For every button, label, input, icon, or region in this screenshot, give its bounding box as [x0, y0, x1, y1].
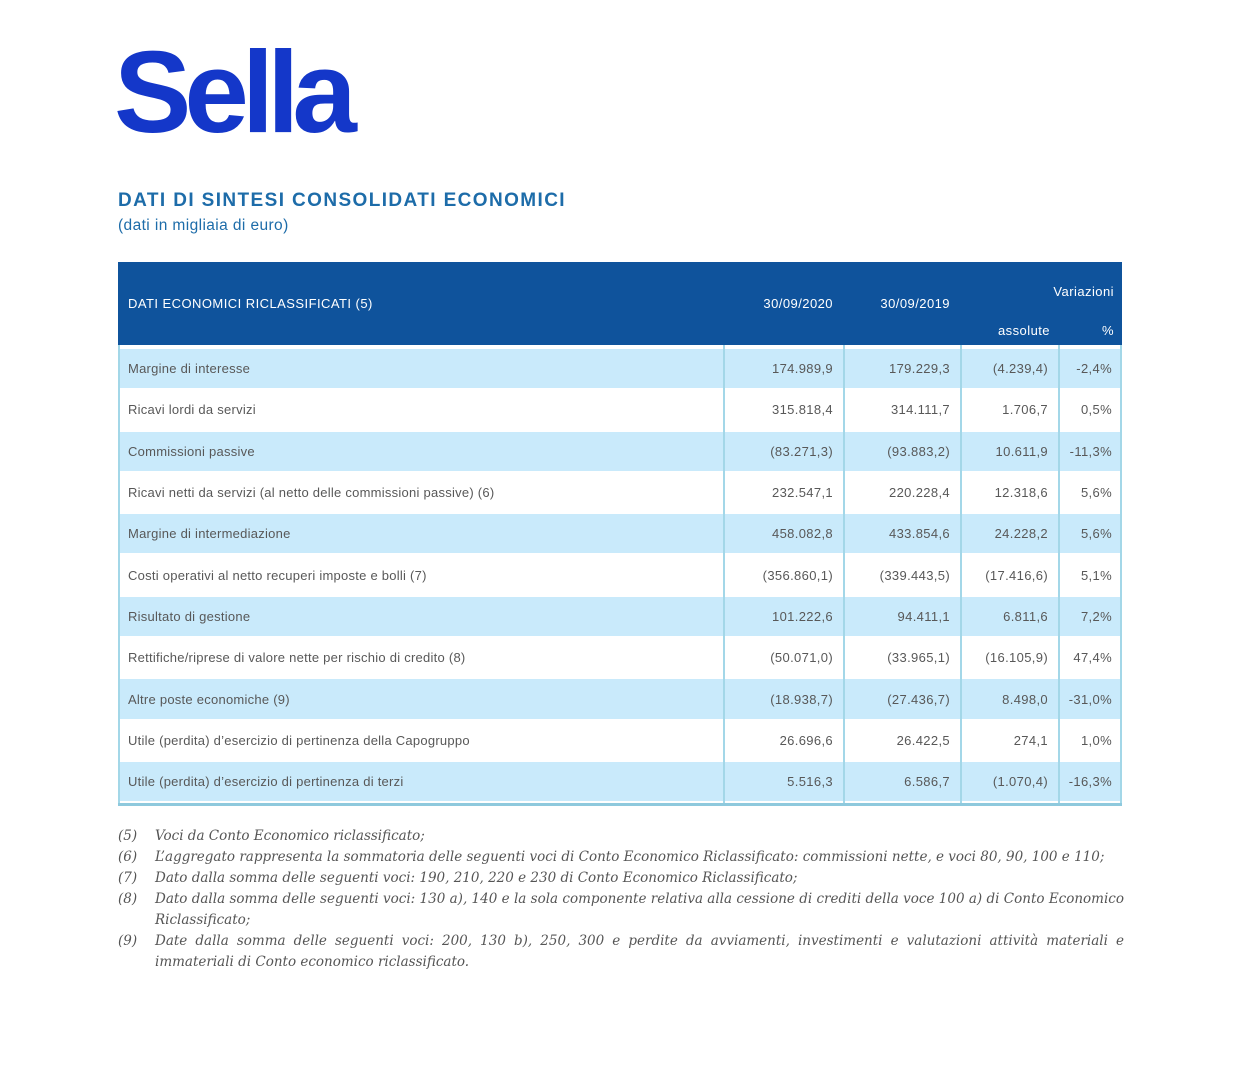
value-percent: 7,2%: [1080, 608, 1112, 624]
column-separator: [843, 345, 845, 803]
table-row: [118, 762, 1122, 803]
value-2020: 315.818,4: [772, 402, 833, 418]
value-2020: (18.938,7): [770, 691, 833, 707]
value-percent: -11,3%: [1069, 443, 1112, 459]
value-2019: (339.443,5): [879, 567, 950, 583]
footnote-item: [118, 826, 1124, 847]
footnote-text: Dato dalla somma delle seguenti voci: 190, 210, 220 e 230 di Conto Economico Riclassificato;: [155, 869, 798, 886]
column-separator: [960, 345, 962, 803]
value-2020: (83.271,3): [770, 443, 833, 459]
row-label: Rettifiche/riprese di valore nette per rischio di credito (8): [128, 650, 466, 666]
table-row: [118, 721, 1122, 762]
footnote-marker: (8): [118, 890, 138, 907]
row-label: Altre poste economiche (9): [128, 691, 290, 707]
column-header-variazioni: Variazioni: [1053, 284, 1114, 299]
table-header: [118, 262, 1122, 345]
value-percent: 5,6%: [1080, 485, 1112, 501]
value-2020: 5.516,3: [787, 774, 833, 790]
table-body: [118, 345, 1122, 806]
footnote-text: Voci da Conto Economico riclassificato;: [155, 828, 425, 844]
row-label: Costi operativi al netto recuperi imposte e bolli (7): [128, 567, 427, 583]
table-row: [118, 679, 1122, 720]
column-separator: [118, 345, 120, 803]
value-2020: 458.082,8: [772, 526, 833, 542]
column-separator: [1058, 345, 1060, 803]
column-separator: [723, 345, 725, 803]
value-2019: (93.883,2): [887, 443, 950, 459]
value-2020: (356.860,1): [762, 567, 833, 583]
column-header-2020: 30/09/2020: [763, 296, 833, 311]
value-assolute: 12.318,6: [994, 485, 1048, 501]
footnote-text: L’aggregato rappresenta la sommatoria delle seguenti voci di Conto Economico Riclassificato: commissioni nette, e voci 80, 90, 100 e 110;: [155, 848, 1105, 865]
value-2019: 314.111,7: [890, 402, 950, 418]
value-2019: 433.854,6: [889, 526, 950, 542]
value-2020: 26.696,6: [779, 732, 833, 748]
value-2019: (27.436,7): [887, 691, 950, 707]
value-2019: (33.965,1): [887, 650, 950, 666]
footnote-marker: (6): [118, 848, 138, 865]
table-row: [118, 432, 1122, 473]
footnote-item: [118, 868, 1124, 889]
table-row: [118, 597, 1122, 638]
footnote-marker: (9): [118, 932, 138, 949]
value-2019: 94.411,1: [897, 608, 950, 624]
value-assolute: (4.239,4): [992, 361, 1048, 377]
value-assolute: 24.228,2: [994, 526, 1048, 542]
column-header-assolute: assolute: [997, 323, 1050, 338]
row-label: Margine di intermediazione: [128, 526, 291, 542]
row-label: Utile (perdita) d’esercizio di pertinenza di terzi: [128, 774, 404, 790]
value-2019: 6.586,7: [904, 774, 950, 790]
value-assolute: (16.105,9): [985, 650, 1048, 666]
value-2019: 26.422,5: [896, 732, 950, 748]
row-label: Utile (perdita) d’esercizio di pertinenza della Capogruppo: [128, 732, 470, 748]
value-percent: -16,3%: [1068, 774, 1112, 790]
value-2020: 101.222,6: [772, 608, 833, 624]
row-label: Ricavi lordi da servizi: [128, 402, 256, 418]
page-title: DATI DI SINTESI CONSOLIDATI ECONOMICI: [118, 190, 566, 211]
column-separator: [1120, 345, 1122, 803]
row-label: Ricavi netti da servizi (al netto delle commissioni passive) (6): [128, 485, 495, 501]
value-percent: 47,4%: [1073, 650, 1112, 666]
value-percent: -31,0%: [1068, 691, 1112, 707]
value-2020: (50.071,0): [770, 650, 833, 666]
economic-data-table: [118, 262, 1122, 806]
column-header-label: DATI ECONOMICI RICLASSIFICATI (5): [128, 296, 373, 311]
footnote-item: [118, 847, 1124, 868]
table-row: [118, 514, 1122, 555]
value-2020: 232.547,1: [772, 485, 833, 501]
value-percent: -2,4%: [1076, 361, 1112, 377]
value-percent: 0,5%: [1080, 402, 1112, 418]
row-label: Risultato di gestione: [128, 608, 251, 624]
value-assolute: (1.070,4): [992, 774, 1048, 790]
column-header-percent: %: [1101, 323, 1114, 338]
footnote-text: Dato dalla somma delle seguenti voci: 130 a), 140 e la sola componente relativa alla cessione di crediti della voce 100 a) di Conto Economico Riclassificato;: [155, 890, 1124, 928]
table-row: [118, 555, 1122, 596]
value-assolute: 1.706,7: [1002, 402, 1048, 418]
row-label: Margine di interesse: [128, 361, 251, 377]
footnote-item: [118, 931, 1124, 973]
sella-logo: Sella: [114, 27, 350, 157]
value-percent: 5,6%: [1080, 526, 1112, 542]
footnote-item: [118, 889, 1124, 931]
row-label: Commissioni passive: [128, 443, 255, 459]
table-row: [118, 473, 1122, 514]
value-2019: 220.228,4: [889, 485, 950, 501]
value-assolute: 6.811,6: [1003, 608, 1048, 624]
value-2019: 179.229,3: [889, 361, 950, 377]
value-assolute: 10.611,9: [995, 443, 1048, 459]
footnote-marker: (5): [118, 828, 138, 844]
footnote-text: Date dalla somma delle seguenti voci: 200, 130 b), 250, 300 e perdite da avviamenti, investimenti e valutazioni attività materiali e immateriali di Conto economico riclassificato.: [155, 932, 1124, 970]
value-assolute: (17.416,6): [985, 567, 1048, 583]
page-subtitle: (dati in migliaia di euro): [118, 217, 289, 234]
column-header-2019: 30/09/2019: [880, 296, 950, 311]
footnote-marker: (7): [118, 869, 138, 886]
value-assolute: 274,1: [1013, 732, 1048, 748]
table-row: [118, 390, 1122, 431]
value-assolute: 8.498,0: [1002, 691, 1048, 707]
table-row: [118, 638, 1122, 679]
table-row: [118, 349, 1122, 390]
value-percent: 1,0%: [1080, 732, 1112, 748]
value-2020: 174.989,9: [772, 361, 833, 377]
value-percent: 5,1%: [1080, 567, 1112, 583]
footnotes: [118, 826, 1124, 972]
